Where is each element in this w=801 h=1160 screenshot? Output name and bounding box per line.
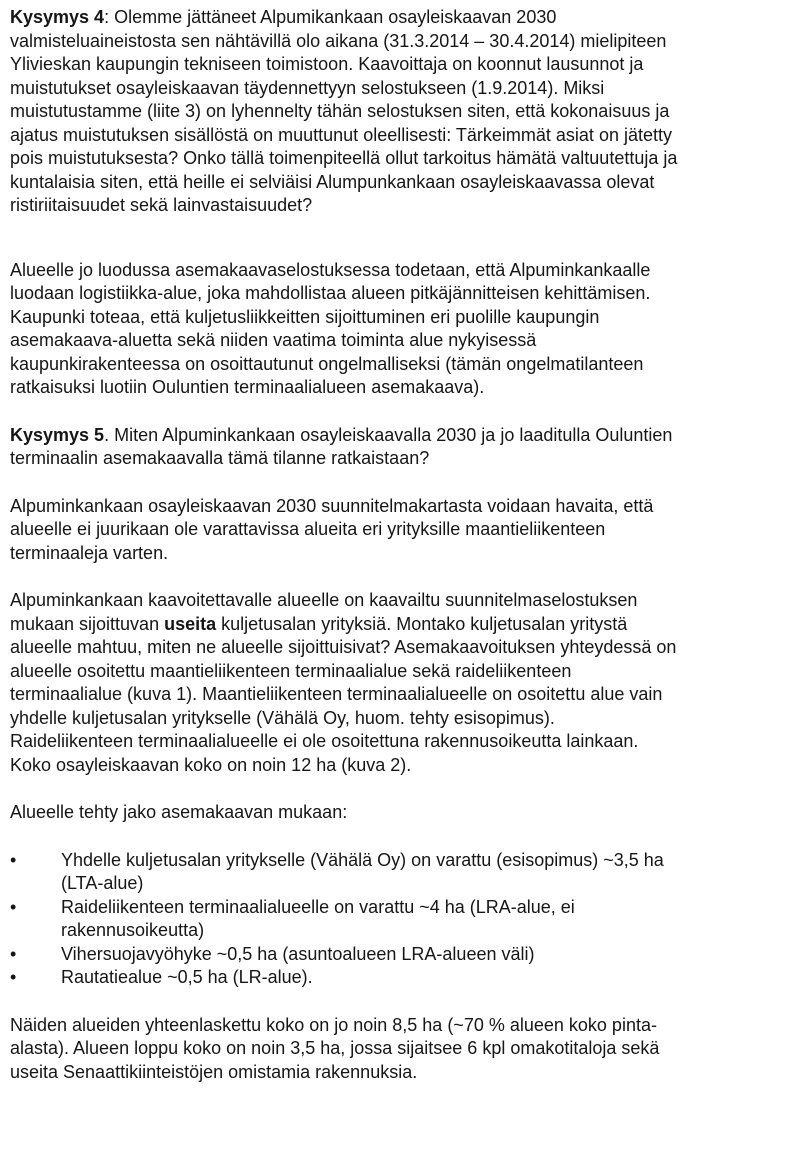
total-area-paragraph xyxy=(10,1014,796,1085)
question-4-paragraph xyxy=(10,6,796,218)
text-line: : Olemme jättäneet Alpumikankaan osayleiskaavan 2030 xyxy=(104,7,557,27)
question-5-first-line xyxy=(10,424,796,448)
document-page xyxy=(10,6,796,1084)
spacer xyxy=(10,825,796,849)
area-division-list xyxy=(10,849,796,990)
spacer xyxy=(10,777,796,801)
text-fragment: mukaan sijoittuvan xyxy=(10,613,165,634)
question-4-first-line xyxy=(10,6,796,30)
text-line: Alpuminkankaan kaavoitettavalle alueelle on kaavailtu suunnitelmaselostuksen xyxy=(10,590,638,610)
plan-map-paragraph xyxy=(10,495,796,566)
list-item xyxy=(10,943,796,967)
text-line: rakennusoikeutta) xyxy=(61,920,205,940)
text-line: terminaalin asemakaavalla tämä tilanne ratkaistaan? xyxy=(10,448,430,468)
spacer xyxy=(10,990,796,1014)
bullet-icon: • xyxy=(10,849,17,870)
text-line: yhdelle kuljetusalan yritykselle (Vähälä Oy, huom. tehty esisopimus). xyxy=(10,707,555,728)
text-line: muistutustamme (liite 3) on lyhennelty tähän selostuksen siten, että kokonaisuus ja xyxy=(10,101,670,121)
text-line: Raideliikenteen terminaalialueelle ei ole osoitettuna rakennusoikeutta lainkaan. xyxy=(10,731,639,751)
text-line: Rautatiealue ~0,5 ha (LR-alue). xyxy=(61,967,313,987)
division-intro xyxy=(10,801,796,825)
text-line: Vihersuojavyöhyke ~0,5 ha (asuntoalueen LRA-alueen väli) xyxy=(61,943,535,964)
emphasis-useita: useita xyxy=(164,613,217,634)
text-line-with-emphasis xyxy=(10,613,796,637)
spacer xyxy=(10,565,796,589)
companies-paragraph xyxy=(10,589,796,777)
text-line: valmisteluaineistosta sen nähtävillä olo aikana (31.3.2014 – 30.4.2014) mielipiteen xyxy=(10,30,667,51)
text-line: Ylivieskan kaupungin tekniseen toimistoon. Kaavoittaja on koonnut lausunnot ja xyxy=(10,54,644,74)
question-5-label: Kysymys 5 xyxy=(10,424,105,445)
text-line: kaupunkirakenteessa on osoittautunut ongelmalliseksi (tämän ongelmatilanteen xyxy=(10,353,644,374)
text-line: Koko osayleiskaavan koko on noin 12 ha (kuva 2). xyxy=(10,754,412,775)
bullet-icon: • xyxy=(10,967,17,987)
text-line: Alueelle tehty jako asemakaavan mukaan: xyxy=(10,802,348,822)
text-line: kuntalaisia siten, että heille ei selviäisi Alumpunkankaan osayleiskaavassa olevat xyxy=(10,171,655,192)
text-line: alueelle osoitettu maantieliikenteen terminaalialue sekä raideliikenteen xyxy=(10,660,572,681)
bullet-icon: • xyxy=(10,896,17,917)
text-line: Alpuminkankaan osayleiskaavan 2030 suunnitelmakartasta voidaan havaita, että xyxy=(10,495,654,516)
text-line: pois muistutuksesta? Onko tällä toimenpiteellä ollut tarkoitus hämätä valtuutettuja ja xyxy=(10,148,678,168)
text-line: alasta). Alueen loppu koko on noin 3,5 ha, jossa sijaitsee 6 kpl omakotitaloja sekä xyxy=(10,1038,660,1058)
text-line: Kaupunki toteaa, että kuljetusliikkeitten sijoittuminen eri puolille kaupungin xyxy=(10,306,600,327)
spacer xyxy=(10,471,796,495)
text-line: Näiden alueiden yhteenlaskettu koko on jo noin 8,5 ha (~70 % alueen koko pinta- xyxy=(10,1014,657,1035)
text-line: alueelle mahtuu, miten ne alueelle sijoittuisivat? Asemakaavoituksen yhteydessä on xyxy=(10,637,677,657)
text-line: alueelle ei juurikaan ole varattavissa alueita eri yrityksille maantieliikenteen xyxy=(10,519,606,539)
bullet-icon: • xyxy=(10,943,17,964)
text-line: (LTA-alue) xyxy=(61,873,144,893)
spacer xyxy=(10,218,796,259)
list-item xyxy=(10,896,796,943)
text-line: ristiriitaisuudet sekä lainvastaisuudet? xyxy=(10,195,313,215)
text-line: . Miten Alpuminkankaan osayleiskaavalla 2030 ja jo laaditulla Ouluntien xyxy=(104,424,673,445)
text-line: terminaaleja varten. xyxy=(10,542,169,563)
text-line: useita Senaattikiinteistöjen omistamia rakennuksia. xyxy=(10,1061,418,1082)
text-line: ajatus muistutuksen sisällöstä on muuttunut oleellisesti: Tärkeimmät asiat on jätetty xyxy=(10,124,672,145)
text-line: asemakaava-aluetta sekä niiden vaatima toiminta alue nykyisessä xyxy=(10,330,537,350)
spacer xyxy=(10,400,796,424)
question-4-label: Kysymys 4 xyxy=(10,7,105,27)
text-line: luodaan logistiikka-alue, joka mahdollistaa alueen pitkäjännitteisen kehittämisen. xyxy=(10,283,651,303)
text-line: Raideliikenteen terminaalialueelle on varattu ~4 ha (LRA-alue, ei xyxy=(61,896,575,917)
text-fragment: kuljetusalan yrityksiä. Montako kuljetusalan yritystä xyxy=(216,613,628,634)
text-line: muistutukset osayleiskaavan täydennettyyn selostukseen (1.9.2014). Miksi xyxy=(10,77,605,98)
list-item xyxy=(10,849,796,896)
logistics-area-paragraph xyxy=(10,259,796,400)
text-line: Yhdelle kuljetusalan yritykselle (Vähälä Oy) on varattu (esisopimus) ~3,5 ha xyxy=(61,849,664,870)
text-line: ratkaisuksi luotiin Ouluntien terminaalialueen asemakaava). xyxy=(10,377,485,397)
text-line: terminaalialue (kuva 1). Maantieliikenteen terminaalialueelle on osoitettu alue vain xyxy=(10,684,663,704)
text-line: Alueelle jo luodussa asemakaavaselostuksessa todetaan, että Alpuminkankaalle xyxy=(10,259,651,280)
list-item xyxy=(10,966,796,990)
question-5-paragraph xyxy=(10,424,796,471)
